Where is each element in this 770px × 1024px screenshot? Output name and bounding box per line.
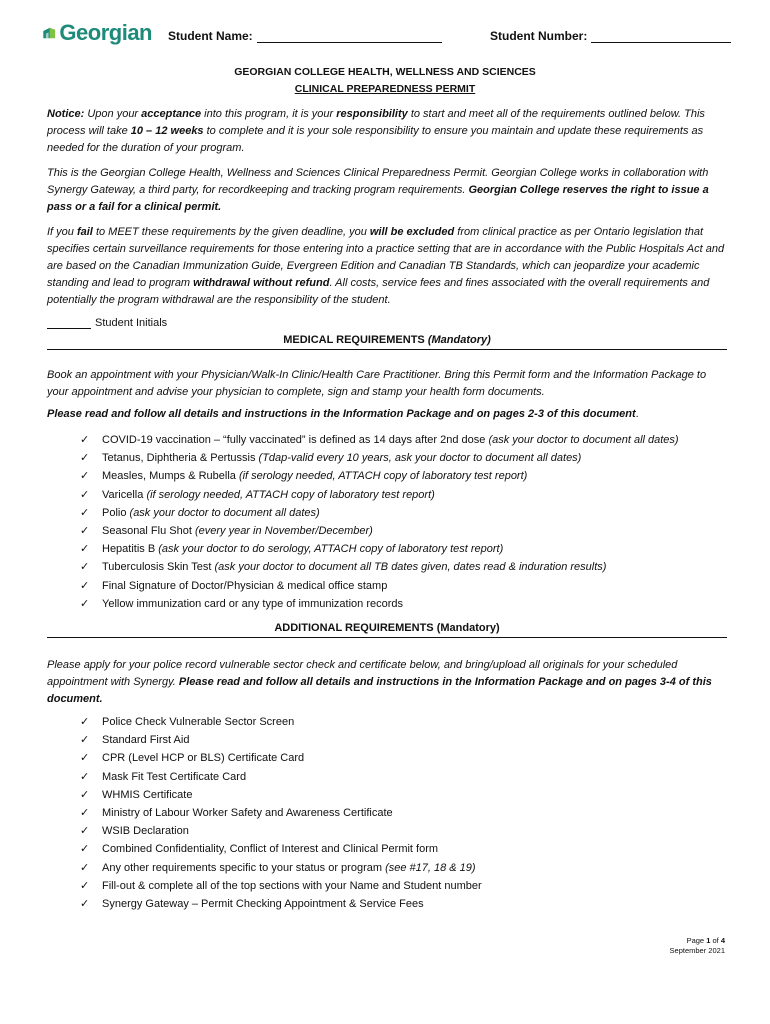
exclusion-emphasis: will be excluded — [369, 226, 455, 238]
student-name-field — [168, 29, 442, 43]
medical-requirement-item-text: Measles, Mumps & Rubella — [102, 470, 236, 483]
additional-requirement-item-text: Fill-out & complete all of the top sections with your Name and Student number — [102, 879, 482, 892]
student-initials-blank[interactable] — [47, 317, 91, 329]
georgian-logo-mark-icon — [42, 22, 56, 44]
additional-requirement-item — [80, 786, 482, 804]
medical-read-text: Please read and follow all details and instructions in the Information Package and on pages 2-3 of this document — [47, 408, 636, 420]
student-number-label: Student Number: — [490, 29, 588, 43]
page-number — [687, 936, 725, 946]
checkmark-icon: ✓ — [80, 879, 90, 892]
police-check-emphasis: Please read and follow all details and instructions in the Information Package and on pages 3-4 of this document. — [47, 676, 712, 705]
student-name-label: Student Name: — [168, 29, 253, 43]
medical-requirement-item-text: Yellow immunization card or any type of immunization records — [102, 597, 404, 610]
checkmark-icon: ✓ — [80, 452, 90, 465]
medical-requirement-item-text: Seasonal Flu Shot — [102, 524, 192, 537]
notice-emphasis: 10 – 12 weeks — [130, 125, 204, 137]
intro-text: This is the Georgian College Health, Wellness and Sciences Clinical Preparedness Permit. Georgian College works in collaboration with Synergy Gateway, a third party, for recordkeeping and tracking program requirements. — [47, 167, 709, 196]
additional-requirement-item — [80, 895, 482, 913]
exclusion-emphasis: withdrawal without refund — [193, 277, 330, 289]
medical-requirement-item-text: Polio — [102, 506, 127, 519]
additional-requirement-item-text: Police Check Vulnerable Sector Screen — [102, 716, 295, 728]
medical-requirement-item-text: COVID-19 vaccination – “fully vaccinated” is defined as 14 days after 2nd dose — [102, 434, 486, 446]
checkmark-icon: ✓ — [80, 861, 90, 874]
checkmark-icon: ✓ — [80, 752, 90, 765]
medical-requirement-item — [80, 431, 679, 449]
medical-requirement-item — [80, 486, 679, 504]
additional-checklist — [80, 713, 482, 913]
medical-requirement-item-text: Varicella — [102, 488, 144, 501]
additional-requirement-item-text: WSIB Declaration — [102, 825, 189, 838]
medical-heading-text: MEDICAL REQUIREMENTS — [283, 334, 425, 346]
checkmark-icon: ✓ — [80, 470, 90, 483]
medical-requirement-item — [80, 577, 679, 595]
checkmark-icon: ✓ — [80, 579, 90, 592]
medical-requirement-item-note: (if serology needed, ATTACH copy of laboratory test report) — [146, 488, 435, 501]
checkmark-icon: ✓ — [80, 806, 90, 819]
notice-paragraph — [47, 106, 727, 157]
medical-requirement-item-note: (ask your doctor to document all dates) — [488, 434, 679, 446]
checkmark-icon: ✓ — [80, 770, 90, 783]
exclusion-text: . All costs, service fees and fines associated with the overall requirements and potentially the program withdrawal are the responsibility of the student. — [47, 277, 710, 306]
exclusion-text: to MEET these requirements by the given deadline, you — [95, 226, 367, 238]
checkmark-icon: ✓ — [80, 561, 90, 574]
additional-requirement-item — [80, 859, 482, 877]
exclusion-text: If you — [47, 226, 74, 238]
medical-requirement-item — [80, 504, 679, 522]
medical-requirement-item-text: Final Signature of Doctor/Physician & medical office stamp — [102, 579, 388, 592]
checkmark-icon: ✓ — [80, 597, 90, 610]
page-of: of — [712, 936, 719, 945]
document-date: September 2021 — [669, 946, 725, 955]
checkmark-icon: ✓ — [80, 843, 90, 856]
document-subtitle: CLINICAL PREPAREDNESS PERMIT — [294, 83, 476, 95]
medical-heading-note: (Mandatory) — [427, 334, 491, 346]
checkmark-icon: ✓ — [80, 716, 90, 728]
medical-requirement-item — [80, 540, 679, 558]
notice-label: Notice: — [47, 108, 85, 120]
medical-requirement-item-note: (ask your doctor to document all TB dates given, dates read & induration results) — [214, 561, 607, 574]
notice-text: to complete and it is your sole responsibility to ensure you maintain and update these requirements as needed for the duration of your program. — [47, 125, 704, 154]
checkmark-icon: ✓ — [80, 788, 90, 801]
page-total: 4 — [720, 936, 725, 945]
medical-read-instructions: Please read and follow all details and instructions in the Information Package and on pages 2-3 of this document. — [47, 408, 639, 420]
additional-requirement-item-text: CPR (Level HCP or BLS) Certificate Card — [102, 752, 305, 765]
notice-text: into this program, it is your — [204, 108, 334, 120]
additional-requirement-item — [80, 768, 482, 786]
notice-emphasis: responsibility — [336, 108, 408, 120]
additional-requirement-item — [80, 731, 482, 749]
page-prefix: Page — [686, 936, 705, 945]
checkmark-icon: ✓ — [80, 524, 90, 537]
police-check-text: Please apply for your police record vulnerable sector check and certificate below, and bring/upload all originals for your scheduled appointment with Synergy. — [47, 659, 678, 688]
medical-checklist — [80, 431, 679, 613]
logo-text: Georgian — [59, 20, 152, 45]
medical-requirement-item-text: Tetanus, Diphtheria & Pertussis — [102, 452, 256, 465]
checkmark-icon: ✓ — [80, 543, 90, 556]
medical-requirement-item-note: (ask your doctor to do serology, ATTACH copy of laboratory test report) — [158, 543, 504, 556]
georgian-logo — [42, 17, 152, 49]
intro-paragraph — [47, 165, 727, 216]
medical-requirement-item-text: Hepatitis B — [102, 543, 156, 556]
student-initials — [47, 317, 167, 329]
additional-requirements-heading: ADDITIONAL REQUIREMENTS (Mandatory) — [47, 622, 727, 638]
checkmark-icon: ✓ — [80, 897, 90, 910]
additional-requirement-item — [80, 840, 482, 858]
additional-requirement-item-text: Mask Fit Test Certificate Card — [102, 770, 247, 783]
appointment-instructions: Book an appointment with your Physician/Walk-In Clinic/Health Care Practitioner. Bring this Permit form and the Information Package to your appointment and advise your physician to complete, sign and stamp your health form documents. — [47, 369, 707, 398]
exclusion-text: from clinical practice as per Ontario legislation that specifies certain surveillance requirements for those entering into a practice setting that are in accordance with the Public Hospitals Act and are based on the Canadian Immunization Guide, Evergreen Edition and Canadian TB Standards, which can jeopardize your academic standing and lead to program — [47, 226, 725, 289]
medical-requirement-item-note: (every year in November/December) — [194, 524, 373, 537]
additional-requirement-item-text: Standard First Aid — [102, 734, 190, 747]
additional-requirement-item-text: Synergy Gateway – Permit Checking Appointment & Service Fees — [102, 897, 424, 910]
additional-requirement-item — [80, 713, 482, 731]
additional-requirement-item-text: Combined Confidentiality, Conflict of Interest and Clinical Permit form — [102, 843, 439, 856]
additional-requirement-item-text: WHMIS Certificate — [102, 788, 193, 801]
medical-requirement-item-note: (ask your doctor to document all dates) — [129, 506, 320, 519]
medical-requirement-item — [80, 522, 679, 540]
medical-requirement-item-note: (Tdap-valid every 10 years, ask your doctor to document all dates) — [258, 452, 582, 465]
medical-requirement-item — [80, 558, 679, 576]
medical-requirements-heading — [47, 334, 727, 350]
medical-requirement-item — [80, 467, 679, 485]
additional-requirement-item-text: Ministry of Labour Worker Safety and Awareness Certificate — [102, 806, 393, 819]
checkmark-icon: ✓ — [80, 825, 90, 838]
medical-requirement-item — [80, 595, 679, 613]
checkmark-icon: ✓ — [80, 734, 90, 747]
student-initials-label: Student Initials — [95, 317, 168, 329]
police-check-instructions — [47, 657, 727, 708]
additional-requirement-item-note: (see #17, 18 & 19) — [385, 861, 476, 874]
additional-requirement-item-text: Any other requirements specific to your status or program — [102, 861, 383, 874]
notice-emphasis: acceptance — [141, 108, 202, 120]
notice-text: Upon your — [87, 108, 139, 120]
student-number-blank[interactable] — [591, 30, 731, 43]
checkmark-icon: ✓ — [80, 488, 90, 501]
checkmark-icon: ✓ — [80, 506, 90, 519]
exclusion-paragraph — [47, 224, 727, 309]
student-name-blank[interactable] — [257, 30, 442, 43]
intro-emphasis: Georgian College reserves the right to issue a pass or a fail for a clinical permit. — [47, 184, 709, 213]
medical-requirement-item — [80, 449, 679, 467]
student-number-field — [490, 29, 731, 43]
exclusion-emphasis: fail — [76, 226, 93, 238]
document-title: GEORGIAN COLLEGE HEALTH, WELLNESS AND SCIENCES — [234, 66, 536, 78]
medical-requirement-item-note: (if serology needed, ATTACH copy of laboratory test report) — [238, 470, 528, 483]
additional-requirement-item — [80, 822, 482, 840]
additional-requirement-item — [80, 749, 482, 767]
additional-requirement-item — [80, 877, 482, 895]
notice-text: to start and meet all of the requirements outlined below. This process will take — [47, 108, 705, 137]
medical-requirement-item-text: Tuberculosis Skin Test — [102, 561, 212, 574]
checkmark-icon: ✓ — [80, 434, 90, 446]
page-current: 1 — [706, 936, 711, 945]
additional-requirement-item — [80, 804, 482, 822]
